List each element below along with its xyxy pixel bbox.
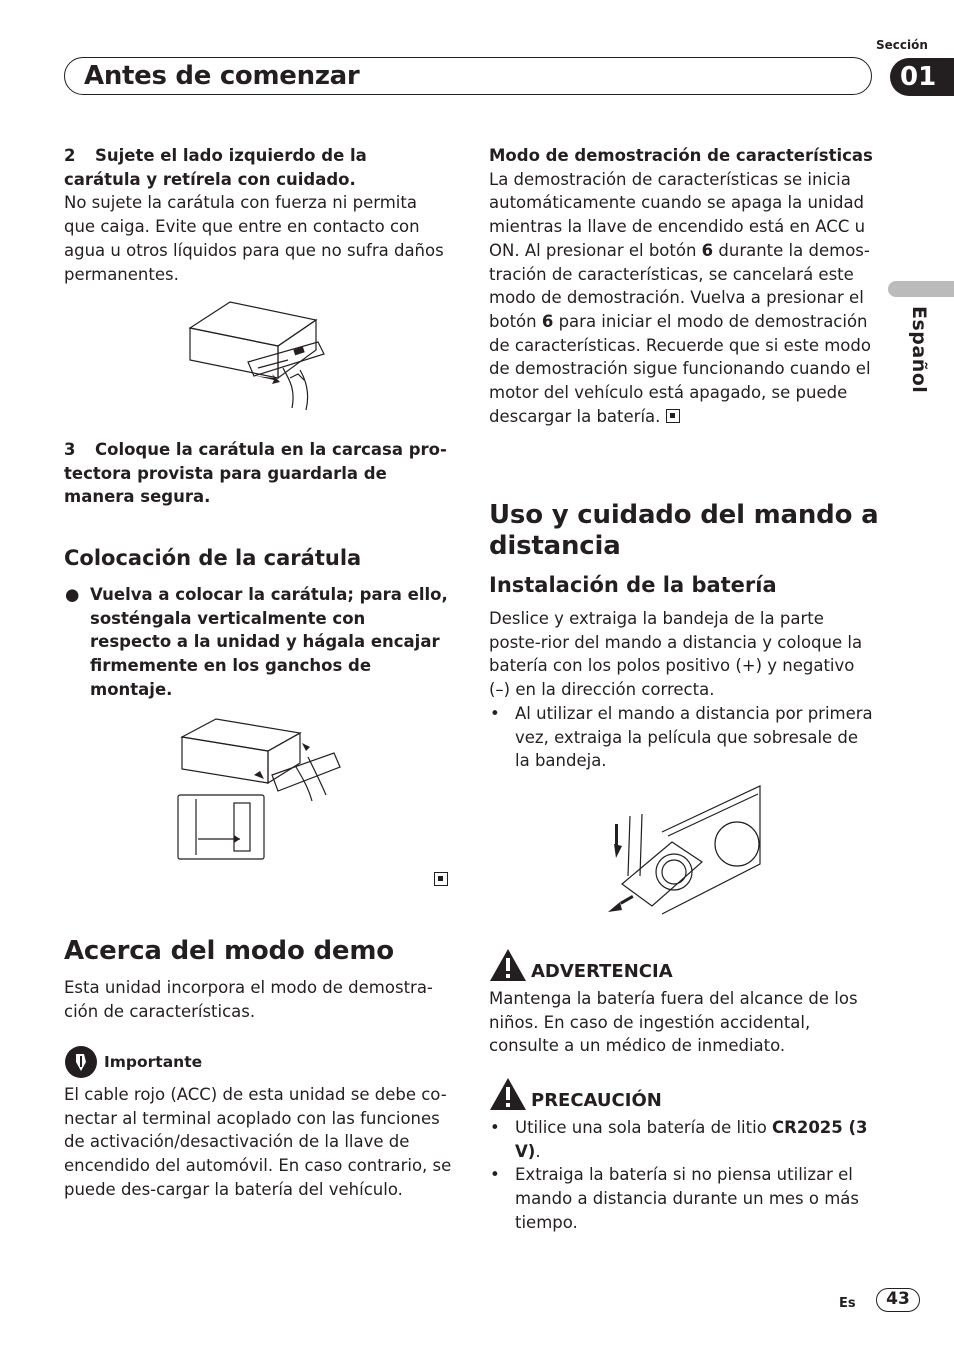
step-3-block [64,438,449,509]
caution-icon [489,1077,527,1111]
precaucion-list [489,1116,875,1235]
button-6-ref-1: 6 [701,240,714,260]
warning-icon [489,948,527,982]
demo-section [64,936,449,967]
precaucion-heading [489,1077,662,1111]
precaucion-bullet-1-end: . [535,1141,541,1161]
bateria-section [489,571,879,599]
section-number-badge: 01 [890,58,954,96]
advertencia-title: ADVERTENCIA [531,961,673,982]
language-tab-label: Español [908,306,930,394]
demo-text-block [64,976,444,1023]
page-title: Antes de comenzar [84,61,360,91]
important-icon [64,1045,98,1079]
page-number: 43 [876,1288,920,1312]
importante-text: El cable rojo (ACC) de esta unidad se debe co-nectar al terminal acoplado con las funciones de activación/desactivación de la llave de encendido del automóvil. En caso contrario, se puede des-cargar la batería del vehículo. [64,1085,452,1199]
modo-demo-text [489,168,875,429]
faceplate-removal-illustration [188,298,328,418]
step-2-text: No sujete la carátula con fuerza ni permita que caiga. Evite que entre en contacto con agua u otros líquidos para que no sufra daños permanentes. [64,193,444,284]
language-tab-marker [888,281,954,297]
end-mark-icon [434,872,448,886]
step-2-heading: Sujete el lado izquierdo de la carátula y retírela con cuidado. [64,146,367,189]
demo-text: Esta unidad incorpora el modo de demostra-ción de características. [64,978,433,1021]
battery-model: CR2025 (3 V) [515,1118,868,1161]
advertencia-text: Mantenga la batería fuera del alcance de los niños. En caso de ingestión accidental, consulte a un médico de inmediato. [489,989,858,1056]
faceplate-attach-illustration [176,717,342,862]
importante-text-block [64,1083,452,1202]
advertencia-text-block [489,987,875,1058]
step-2-number: 2 [64,146,76,165]
bullet-dot: • [490,1118,500,1137]
bateria-bullet-text: Al utilizar el mando a distancia por primera vez, extraiga la película que sobresale de la bandeja. [515,703,873,771]
importante-label: Importante [104,1053,203,1071]
precaucion-title: PRECAUCIÓN [531,1090,662,1111]
end-of-section-mark [434,870,448,889]
modo-text-part-2: durante la demos-tración de características, se cancelará este modo de demostración. Vuelva a presionar el botón [489,240,870,331]
bullet-dot: • [490,703,500,723]
bateria-text-block [489,607,875,773]
step-3-number: 3 [64,440,76,459]
end-mark-icon [666,409,680,423]
bullet-dot: • [490,1165,500,1185]
bullet-dot: ● [65,585,80,604]
footer-language-code: Es [839,1296,856,1311]
colocacion-title: Colocación de la carátula [64,546,362,570]
section-label: Sección [876,38,928,52]
battery-install-illustration [602,784,762,919]
modo-text-part-1: La demostración de características se inicia automáticamente cuando se apaga la unidad mientras la llave de encendido está en ACC u ON. Al presionar el botón [489,169,866,260]
importante-heading [64,1045,202,1079]
step-2-block [64,144,449,286]
modo-demo-block [489,144,875,428]
colocacion-bullet-block [64,583,449,702]
button-6-ref-2: 6 [541,311,554,331]
advertencia-heading [489,948,673,982]
uso-title: Uso y cuidado del mando a distancia [489,500,879,561]
bateria-title: Instalación de la batería [489,573,777,597]
modo-demo-title: Modo de demostración de características [489,146,873,165]
step-3-heading: Coloque la carátula en la carcasa pro-tectora provista para guardarla de manera segura. [64,440,447,507]
uso-section [489,500,879,562]
precaucion-bullet-1-text: Utilice una sola batería de litio [515,1118,773,1137]
bateria-text: Deslice y extraiga la bandeja de la parte poste-rior del mando a distancia y coloque la batería con los polos positivo (+) y negativo (–) en la dirección correcta. [489,609,863,700]
colocacion-text: Vuelva a colocar la carátula; para ello, sosténgala verticalmente con respecto a la unidad y hágala encajar firmemente en los ganchos de montaje. [90,585,448,699]
colocacion-section [64,544,449,572]
modo-text-part-3: para iniciar el modo de demostración de características. Recuerde que si este modo de demostración sigue funcionando cuando el motor del vehículo está apagado, se puede descargar la batería. [489,311,871,426]
precaucion-bullet-2-text: Extraiga la batería si no piensa utilizar el mando a distancia durante un mes o más tiempo. [515,1165,860,1232]
demo-title: Acerca del modo demo [64,936,394,966]
